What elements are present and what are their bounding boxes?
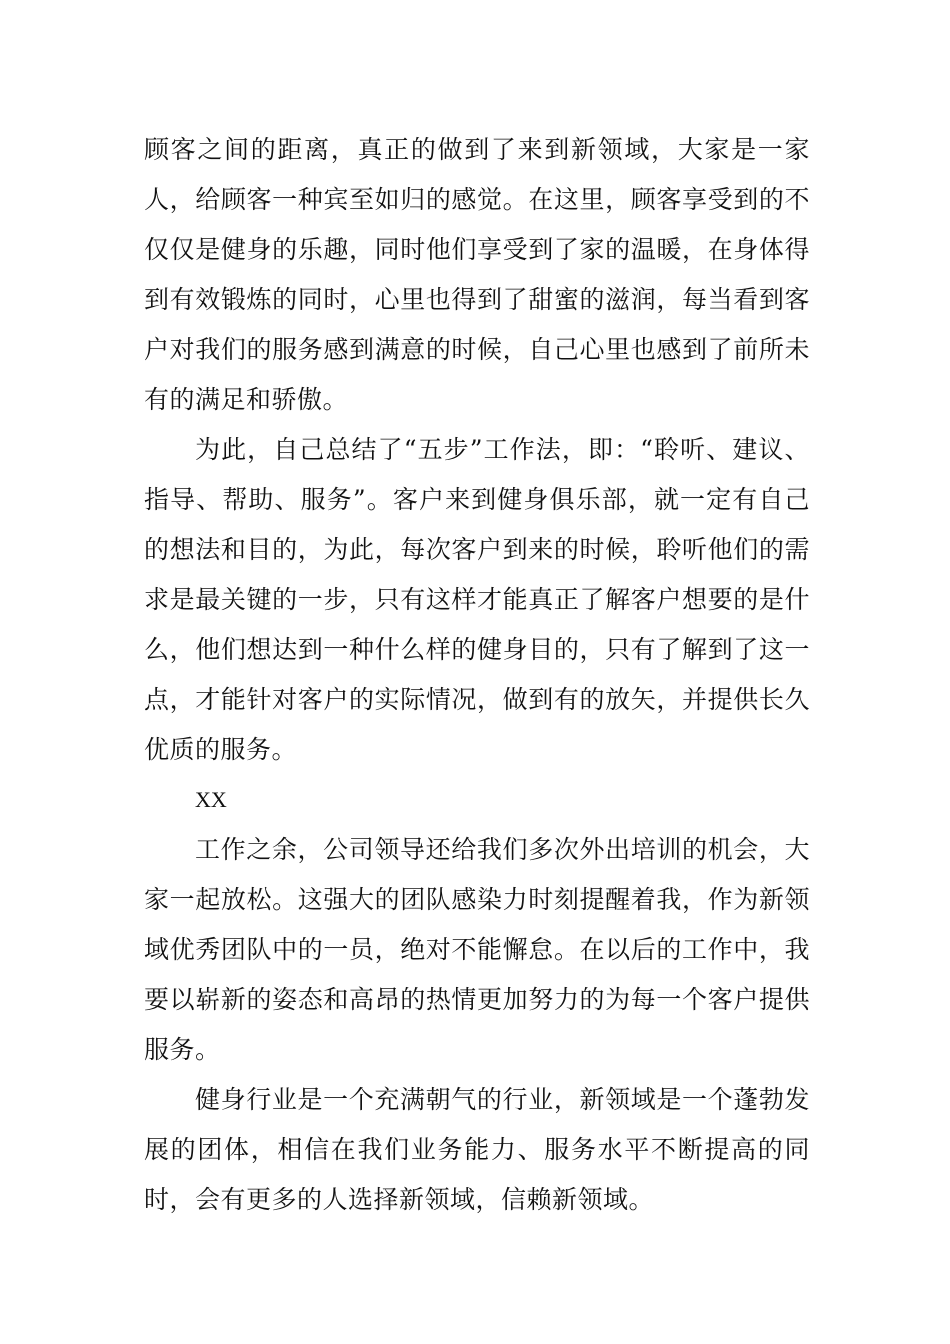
paragraph-5: 健身行业是一个充满朝气的行业，新领域是一个蓬勃发展的团体，相信在我们业务能力、服务水平不断提高的同时，会有更多的人选择新领域，信赖新领域。 [144,1085,810,1214]
paragraph-3-marker: XX [195,787,227,812]
paragraph-2: 为此，自己总结了“五步”工作法，即：“聆听、建议、指导、帮助、服务”。客户来到健身俱乐部，就一定有自己的想法和目的，为此，每次客户到来的时候，聆听他们的需求是最关键的一步，只有这样才能真正了解客户想要的是什么，他们想达到一种什么样的健身目的，只有了解到了这一点，才能针对客户的实际情况，做到有的放矢，并提供长久优质的服务。 [144,435,810,764]
paragraph-4: 工作之余，公司领导还给我们多次外出培训的机会，大家一起放松。这强大的团队感染力时刻提醒着我，作为新领域优秀团队中的一员，绝对不能懈怠。在以后的工作中，我要以崭新的姿态和高昂的热情更加努力的为每一个客户提供服务。 [144,835,810,1064]
paragraph-1: 顾客之间的距离，真正的做到了来到新领域，大家是一家人，给顾客一种宾至如归的感觉。在这里，顾客享受到的不仅仅是健身的乐趣，同时他们享受到了家的温暖，在身体得到有效锻炼的同时，心里也得到了甜蜜的滋润，每当看到客户对我们的服务感到满意的时候，自己心里也感到了前所未有的满足和骄傲。 [144,135,810,414]
